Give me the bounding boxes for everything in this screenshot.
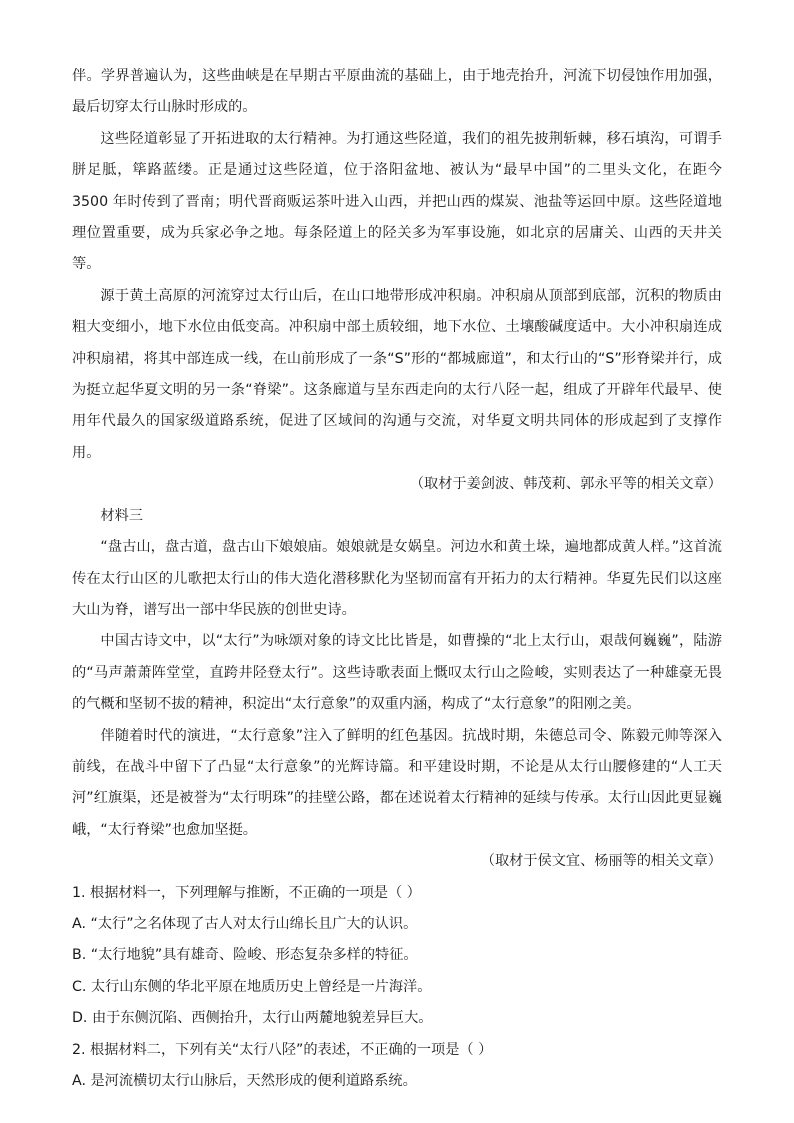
paragraph: 伴随着时代的演进，“太行意象”注入了鲜明的红色基因。抗战时期，朱德总司令、陈毅元帅等深入前线，在战斗中留下了凸显“太行意象”的光辉诗篇。和平建设时期，不论是从太行山腰修建的“人工天河”红旗渠，还是被誉为“太行明珠”的挂壁公路，都在述说着太行精神的延续与传承。太行山因此更显巍峨，“太行脊梁”也愈加坚挺。 (72, 727, 722, 838)
paragraph: 伴。学界普遍认为，这些曲峡是在早期古平原曲流的基础上，由于地壳抬升，河流下切侵蚀作用加强，最后切穿太行山脉时形成的。 (72, 68, 722, 116)
material-3 (72, 532, 722, 846)
question-stem: 1. 根据材料一，下列理解与推断，不正确的一项是（ ） (72, 884, 421, 901)
paragraph: 这些陉道彰显了开拓进取的太行精神。为打通这些陉道，我们的祖先披荆斩棘，移石填沟，可谓手胼足胝，筚路蓝缕。正是通过这些陉道，位于洛阳盆地、被认为“最早中国”的二里头文化，在距今 3500 年时传到了晋南；明代晋商贩运茶叶进入山西，并把山西的煤炭、池盐等运回中原。这些陉道地理位置重要，成为兵家必争之地。每条陉道上的陉关多为军事设施，如北京的居庸关、山西的天井关等。 (72, 130, 722, 273)
option-c: C. 太行山东侧的华北平原在地质历史上曾经是一片海洋。 (72, 978, 432, 995)
material-2-tail (72, 61, 722, 469)
question-2 (72, 1035, 722, 1098)
question-stem: 2. 根据材料二，下列有关“太行八陉”的表述，不正确的一项是（ ） (72, 1041, 493, 1058)
option-a: A. “太行”之名体现了古人对太行山绵长且广大的认识。 (72, 915, 418, 932)
section-heading: 材料三 (100, 507, 143, 524)
source-citation: （取材于侯文宜、杨丽等的相关文章） (480, 853, 722, 870)
paragraph: “盘古山，盘古道，盘古山下娘娘庙。娘娘就是女娲皇。河边水和黄土垛，遍地都成黄人样。”这首流传在太行山区的儿歌把太行山的伟大造化潜移默化为坚韧而富有开拓力的太行精神。华夏先民们以这座大山为脊，谱写出一部中华民族的创世史诗。 (72, 539, 722, 618)
option-b: B. “太行地貌”具有雄奇、险峻、形态复杂多样的特征。 (72, 947, 418, 964)
question-1 (72, 878, 722, 1035)
document-body (72, 61, 722, 1097)
paragraph: 中国古诗文中，以“太行”为咏颂对象的诗文比比皆是，如曹操的“北上太行山，艰哉何巍巍”，陆游的“马声萧萧阵堂堂，直跨井陉登太行”。这些诗歌表面上慨叹太行山之险峻，实则表达了一种雄豪无畏的气概和坚韧不拔的精神，积淀出“太行意象”的双重内涵，构成了“太行意象”的阳刚之美。 (72, 633, 722, 713)
option-a: A. 是河流横切太行山脉后，天然形成的便利道路系统。 (72, 1073, 417, 1089)
paragraph: 源于黄土高原的河流穿过太行山后，在山口地带形成冲积扇。冲积扇从顶部到底部，沉积的物质由粗大变细小，地下水位由低变高。冲积扇中部土质较细，地下水位、土壤酸碱度适中。大小冲积扇连成冲积扇裙，将其中部连成一线，在山前形成了一条“S”形的“都城廊道”，和太行山的“S”形脊梁并行，成为挺立起华夏文明的另一条“脊梁”。这条廊道与呈东西走向的太行八陉一起，组成了开辟年代最早、使用年代最久的国家级道路系统，促进了区域间的沟通与交流，对华夏文明共同体的形成起到了支撑作用。 (72, 287, 722, 461)
option-d: D. 由于东侧沉陷、西侧抬升，太行山两麓地貌差异巨大。 (72, 1010, 433, 1027)
source-citation: （取材于姜剑波、韩茂莉、郭永平等的相关文章） (409, 476, 722, 493)
